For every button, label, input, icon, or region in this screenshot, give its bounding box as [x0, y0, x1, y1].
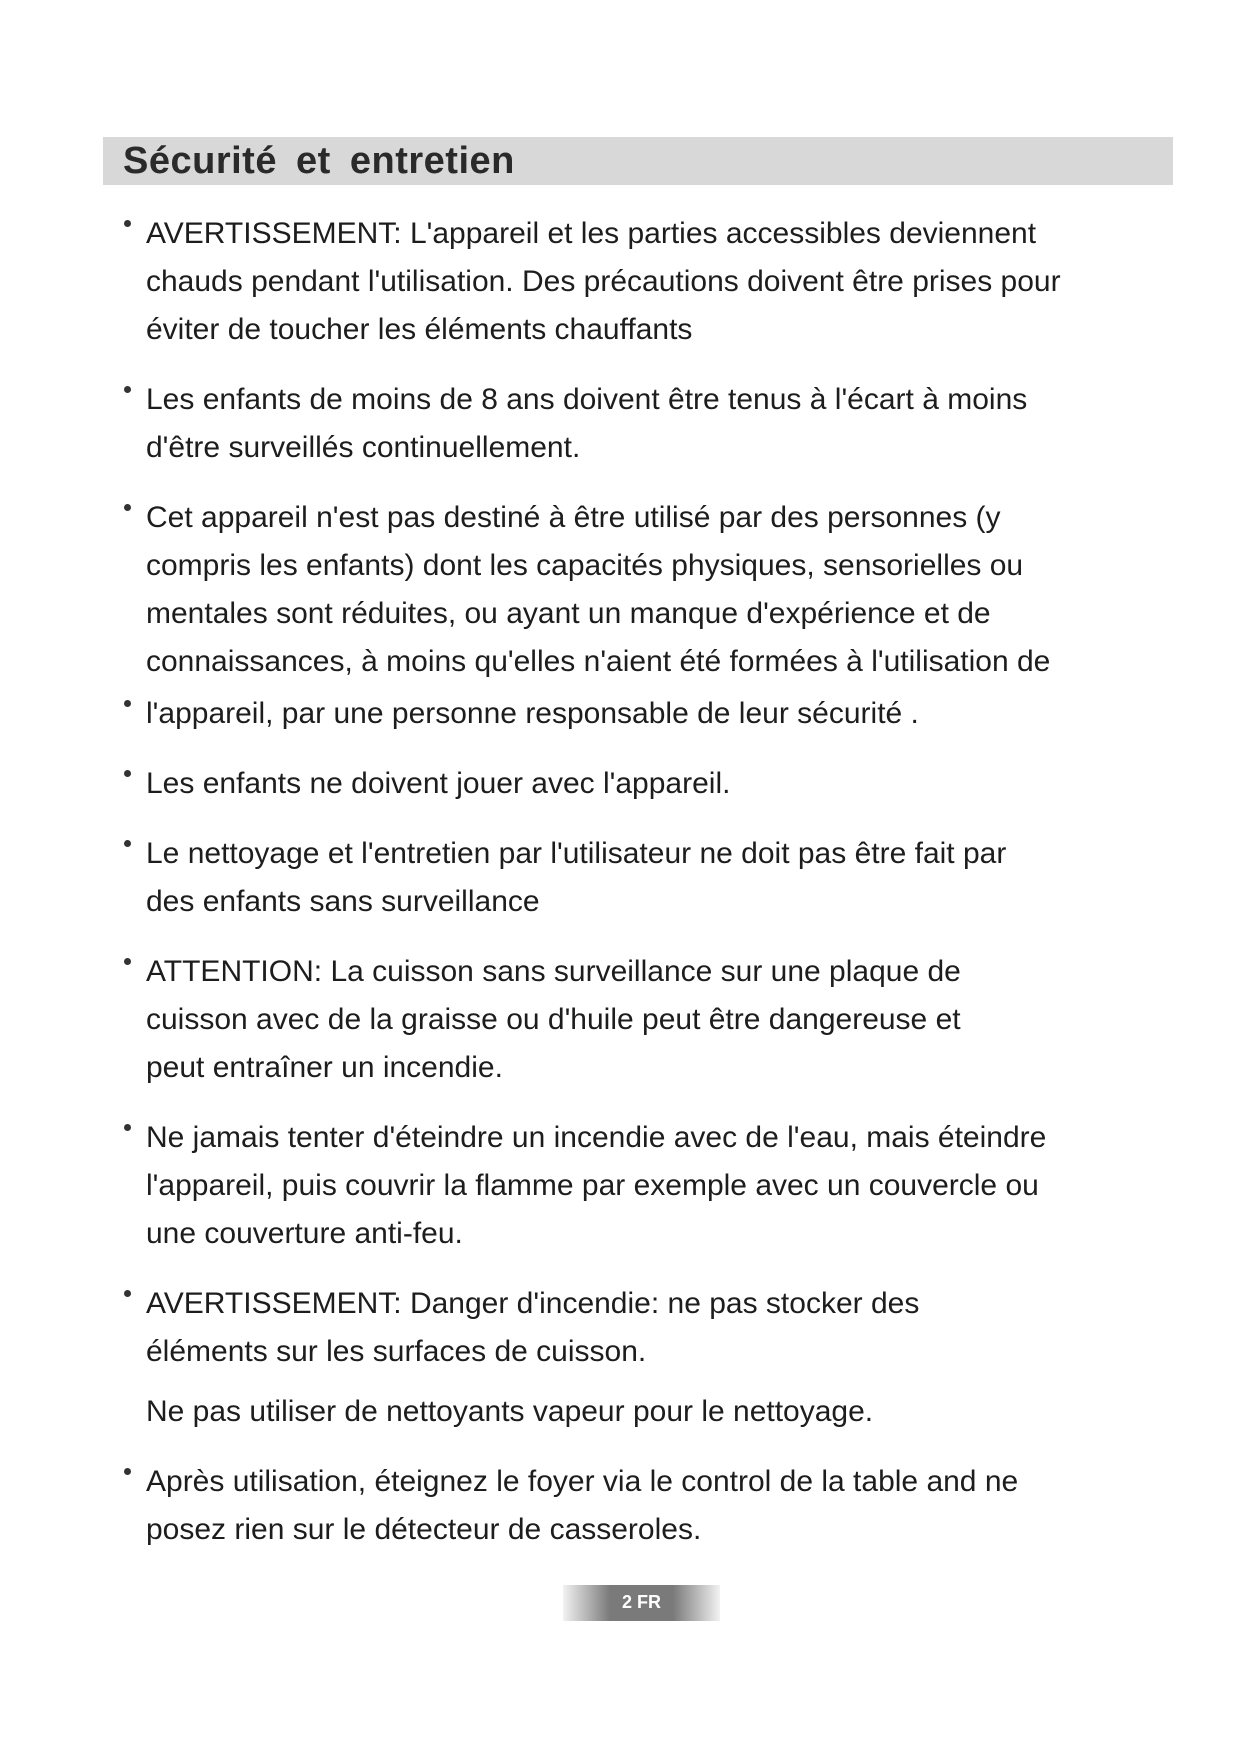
list-item [120, 830, 1180, 926]
bullet-icon [124, 700, 131, 707]
item-line: Cet appareil n'est pas destiné à être utilisé par des personnes (y [146, 501, 1001, 534]
list-item [120, 494, 1180, 686]
list-item [120, 760, 1180, 808]
item-line: AVERTISSEMENT: Danger d'incendie: ne pas stocker des [146, 1287, 920, 1320]
bullet-icon [124, 504, 131, 511]
item-line: éviter de toucher les éléments chauffants [146, 313, 693, 346]
bullet-icon [124, 1290, 131, 1297]
item-line: cuisson avec de la graisse ou d'huile peut être dangereuse et [146, 1003, 961, 1036]
list-item [120, 1114, 1180, 1258]
list-item [120, 376, 1180, 472]
item-line: compris les enfants) dont les capacités physiques, sensorielles ou [146, 549, 1024, 582]
bullet-icon [124, 1124, 131, 1131]
item-line: une couverture anti-feu. [146, 1217, 463, 1250]
item-line: l'appareil, puis couvrir la flamme par exemple avec un couvercle ou [146, 1169, 1039, 1202]
list-item [120, 1458, 1180, 1554]
page-number: 2 FR [621, 1592, 661, 1612]
list-item [120, 1280, 1180, 1376]
safety-list [120, 210, 1180, 1576]
item-line: connaissances, à moins qu'elles n'aient été formées à l'utilisation de [146, 645, 1051, 678]
item-line: mentales sont réduites, ou ayant un manque d'expérience et de [146, 597, 991, 630]
item-line: Le nettoyage et l'entretien par l'utilisateur ne doit pas être fait par [146, 837, 1007, 870]
item-line: AVERTISSEMENT: L'appareil et les parties accessibles deviennent [146, 217, 1037, 250]
page-number-badge [563, 1585, 720, 1621]
page-title: Sécurité et entretien [123, 140, 515, 182]
extra-line: Ne pas utiliser de nettoyants vapeur pour le nettoyage. [146, 1395, 874, 1428]
bullet-icon [124, 1468, 131, 1475]
list-item [120, 210, 1180, 354]
bullet-icon [124, 770, 131, 777]
bullet-icon [124, 386, 131, 393]
item-line: ATTENTION: La cuisson sans surveillance sur une plaque de [146, 955, 961, 988]
list-item [120, 948, 1180, 1092]
item-line: Les enfants ne doivent jouer avec l'appareil. [146, 767, 731, 800]
bullet-icon [124, 220, 131, 227]
item-line: Après utilisation, éteignez le foyer via le control de la table and ne [146, 1465, 1019, 1498]
item-line: posez rien sur le détecteur de casseroles. [146, 1513, 702, 1546]
bullet-icon [124, 958, 131, 965]
item-line: l'appareil, par une personne responsable de leur sécurité . [146, 697, 919, 730]
section-header [103, 137, 1173, 185]
item-line: Ne jamais tenter d'éteindre un incendie avec de l'eau, mais éteindre [146, 1121, 1047, 1154]
bullet-icon [124, 840, 131, 847]
item-line: des enfants sans surveillance [146, 885, 540, 918]
item-line: éléments sur les surfaces de cuisson. [146, 1335, 647, 1368]
item-line: peut entraîner un incendie. [146, 1051, 503, 1084]
item-line: d'être surveillés continuellement. [146, 431, 581, 464]
item-line: chauds pendant l'utilisation. Des précautions doivent être prises pour [146, 265, 1061, 298]
list-item [120, 690, 1180, 738]
item-line: Les enfants de moins de 8 ans doivent être tenus à l'écart à moins [146, 383, 1028, 416]
